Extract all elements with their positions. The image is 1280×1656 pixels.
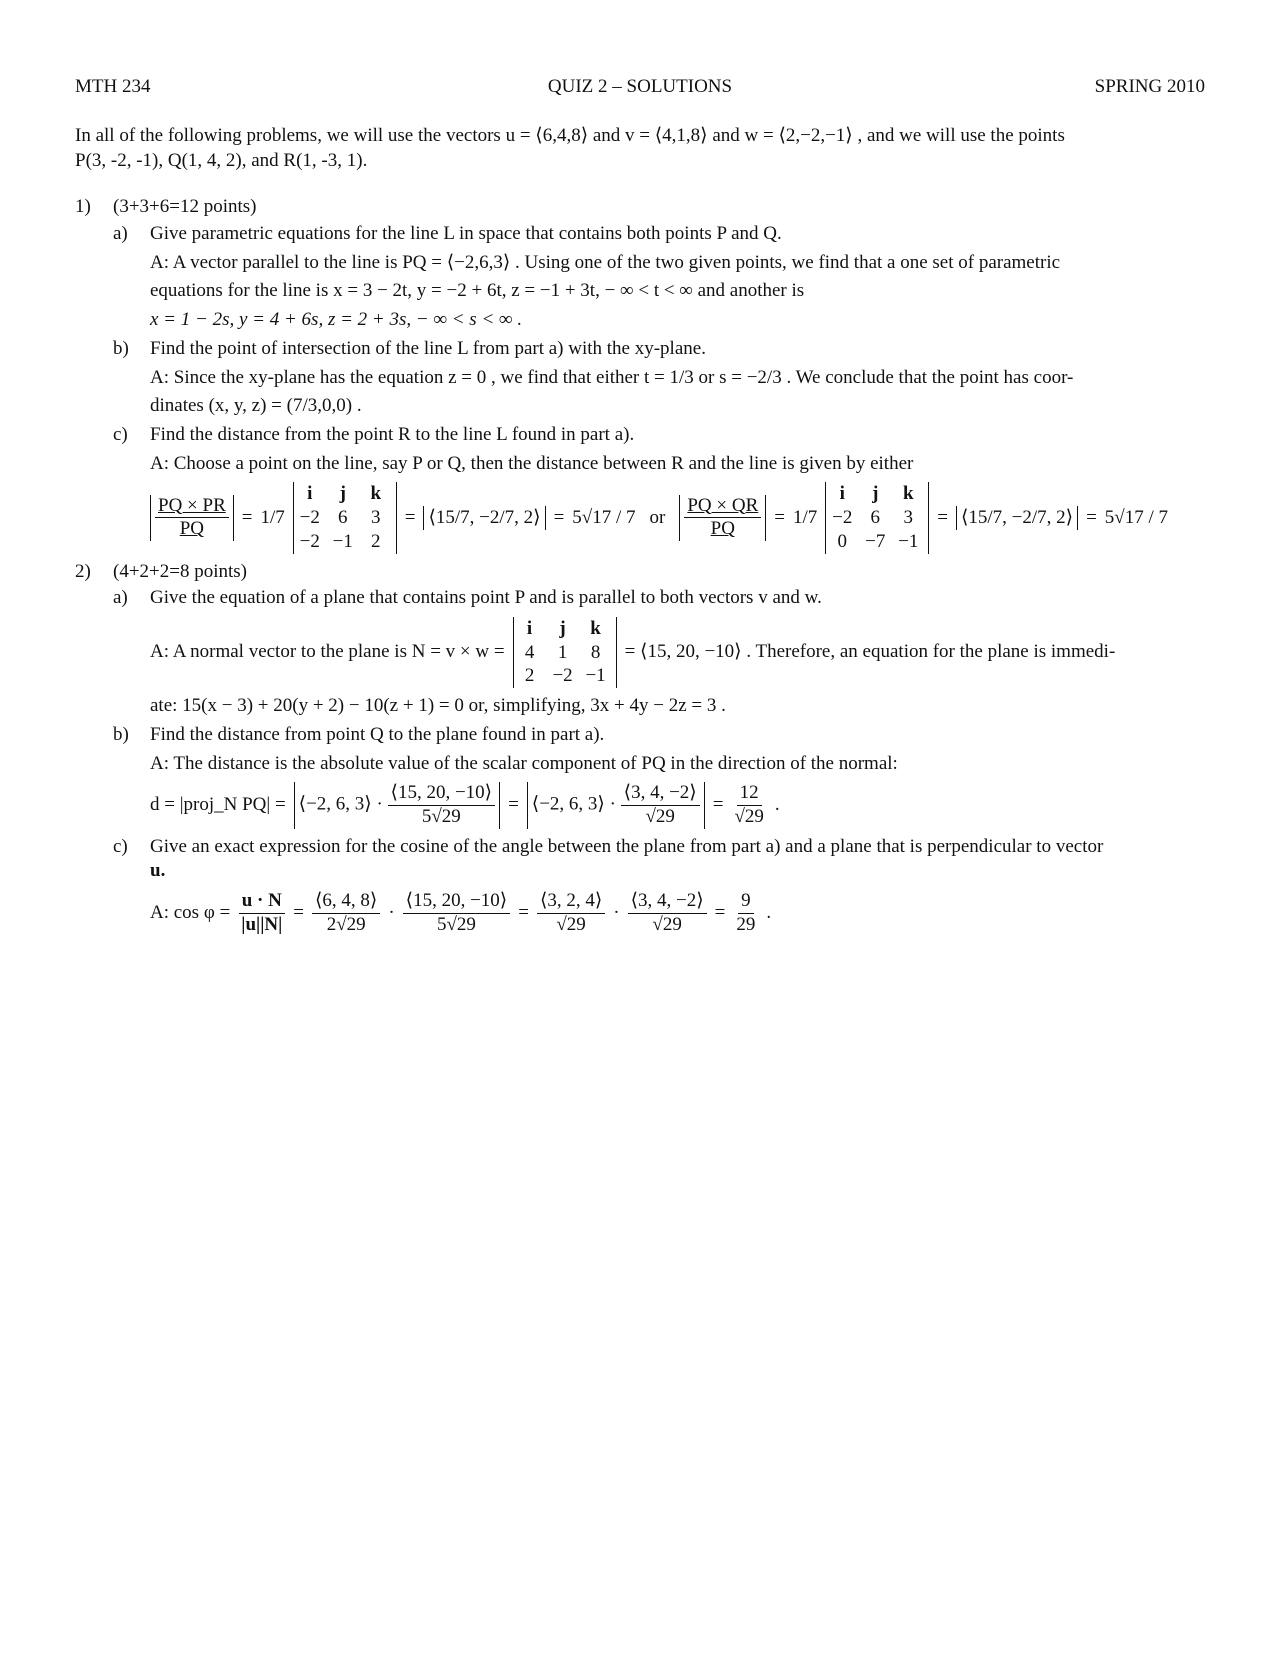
page-header — [75, 75, 1205, 101]
problem-2c — [75, 835, 1205, 937]
part-label: b) — [113, 337, 129, 359]
answer-line: A: The distance is the absolute value of the scalar component of PQ in the direction of the normal: — [150, 752, 898, 774]
unit-normal-fraction: $\frac{⟨3, 4, -2⟩}{√29}$ — [621, 782, 700, 829]
intro-line-2: P(3, -2, -1), Q(1, 4, 2), and R(1, -3, 1). — [75, 149, 368, 171]
answer-text: A: A normal vector to the plane is N = v × w = — [150, 641, 505, 663]
question-text: Give the equation of a plane that contains point P and is parallel to both vectors v and w. — [150, 587, 822, 609]
problem-2b — [75, 723, 1205, 829]
answer-line: dinates (x, y, z) = (7/3,0,0) . — [150, 395, 362, 417]
answer-line: A: Choose a point on the line, say P or Q, then the distance between R and the line is given by either — [150, 452, 914, 474]
fraction: $\frac{⟨15, 20, -10⟩}{5√29}$ — [403, 890, 511, 937]
part-label: c) — [113, 835, 128, 857]
problem-2-number: 2) — [75, 560, 91, 582]
distance-result: $\frac{12}{√29}$ — [734, 782, 764, 827]
answer-block — [150, 366, 1205, 419]
distance-result: 5√17 / 7 — [1104, 506, 1169, 528]
fraction-denominator: PQ — [179, 518, 205, 540]
part-label: a) — [113, 587, 128, 609]
plane-distance-formula: d = |proj_N PQ| = ⟨−2, 6, 3⟩ · $\frac{⟨15, 20, -10⟩}{5√29}$ = ⟨−2, 6, 3⟩ · $\frac{⟨3, 4, -2⟩}{√29}$ = $\frac{12}{√29}$ . — [150, 782, 780, 827]
question-text: Find the distance from point Q to the plane found in part a). — [150, 723, 605, 745]
scalar-factor: 1/7 — [792, 506, 818, 528]
vector-norm: ⟨15/7, −2/7, 2⟩ — [956, 506, 1078, 531]
cross-product-determinant: i j k −2 6 3 −2 −1 2 — [293, 482, 397, 553]
problem-2-title — [75, 560, 1205, 585]
formula-lhs: d = |proj_N PQ| = — [150, 794, 286, 816]
answer-line: ate: 15(x − 3) + 20(y + 2) − 10(z + 1) = 0 or, simplifying, 3x + 4y − 2z = 3 . — [150, 695, 726, 717]
problem-1a — [75, 222, 1205, 333]
cosine-result: $\frac{9}{29}$ — [736, 890, 756, 935]
question-text: Find the point of intersection of the line L from part a) with the xy-plane. — [150, 337, 706, 359]
distance-formula: $\frac{PQ \times PR}{PQ}$ = 1/7 i j k −2 6 3 −2 −1 2 = ⟨15/7, −2/7, 2⟩ = 5√17 / 7 or $\frac{PQ \times QR}{PQ}$ = 1/7 i j k −2 6 3 0 −7 −1 = ⟨15/7, −2/7, 2⟩ = 5√17 / 7 — [150, 482, 1205, 553]
or-connector: or — [649, 506, 666, 528]
cross-over-norm-fraction — [684, 495, 761, 542]
norm-bars — [679, 495, 766, 542]
vector-norm: ⟨15/7, −2/7, 2⟩ — [423, 506, 545, 531]
intro-paragraph — [75, 124, 1205, 173]
answer-block — [150, 251, 1205, 333]
fraction: $\frac{⟨3, 2, 4⟩}{√29}$ — [537, 890, 605, 937]
absolute-value: ⟨−2, 6, 3⟩ · $\frac{⟨3, 4, -2⟩}{√29}$ — [527, 782, 705, 829]
intro-line-1: In all of the following problems, we will use the vectors u = ⟨6,4,8⟩ and v = ⟨4,1,8⟩ and w = ⟨2,−2,−1⟩ , and we will use the points — [75, 125, 1065, 146]
question-text: Give parametric equations for the line L in space that contains both points P and Q. — [150, 223, 782, 245]
absolute-value: ⟨−2, 6, 3⟩ · $\frac{⟨15, 20, -10⟩}{5√29}$ — [294, 782, 500, 829]
answer-line: equations for the line is x = 3 − 2t, y = −2 + 6t, z = −1 + 3t, − ∞ < t < ∞ and another is — [150, 280, 805, 302]
fraction: $\frac{⟨6, 4, 8⟩}{2√29}$ — [312, 890, 380, 937]
unit-normal-fraction: $\frac{⟨15, 20, -10⟩}{5√29}$ — [388, 782, 496, 829]
problem-1-title — [75, 195, 1205, 220]
answer-line: A: Since the xy-plane has the equation z = 0 , we find that either t = 1/3 or s = −2/3 . We conclude that the point has coor- — [150, 366, 1074, 388]
part-label: b) — [113, 723, 129, 745]
cosine-formula: A: cos φ = $\frac{u \cdot N}{|u||N|}$ = $\frac{⟨6, 4, 8⟩}{2√29}$ · $\frac{⟨15, 20, -10⟩}{5√29}$ = $\frac{⟨3, 2, 4⟩}{√29}$ · $\frac{⟨3, 4, -2⟩}{√29}$ = $\frac{9}{29}$ . — [150, 890, 772, 935]
cross-product-determinant: i j k 4 1 8 2 −2 −1 — [513, 617, 617, 688]
fraction: $\frac{u \cdot N}{|u||N|}$ — [238, 890, 285, 937]
term-label: SPRING 2010 — [1094, 76, 1205, 97]
document-body — [75, 124, 1205, 943]
problem-2-points: (4+2+2=8 points) — [113, 560, 248, 582]
problem-1-points: (3+3+6=12 points) — [113, 196, 257, 218]
answer-line: A: A vector parallel to the line is PQ = ⟨−2,6,3⟩ . Using one of the two given points, we find that a one set of parametric — [150, 251, 1061, 273]
answer-text: = ⟨15, 20, −10⟩ . Therefore, an equation for the plane is immedi- — [624, 641, 1116, 663]
problem-1-number: 1) — [75, 196, 91, 218]
problem-2 — [75, 560, 1205, 937]
problem-2a — [75, 586, 1205, 719]
fraction-numerator: PQ × PR — [155, 495, 229, 519]
distance-result: 5√17 / 7 — [572, 506, 636, 528]
normal-vector-line — [150, 617, 1205, 688]
problem-1c — [75, 423, 1205, 554]
cross-product-determinant: i j k −2 6 3 0 −7 −1 — [825, 482, 929, 553]
scalar-factor: 1/7 — [260, 506, 285, 528]
cross-over-norm-fraction — [155, 495, 229, 542]
formula-lhs: A: cos φ = — [150, 902, 231, 924]
fraction-numerator: PQ × QR — [684, 495, 761, 519]
part-label: a) — [113, 223, 128, 245]
fraction: $\frac{⟨3, 4, -2⟩}{√29}$ — [628, 890, 707, 937]
question-text: u. — [150, 860, 166, 882]
fraction-denominator: PQ — [710, 518, 735, 540]
problem-1 — [75, 195, 1205, 553]
quiz-title: QUIZ 2 – SOLUTIONS — [547, 76, 733, 97]
problem-1b — [75, 337, 1205, 419]
answer-line: x = 1 − 2s, y = 4 + 6s, z = 2 + 3s, − ∞ < s < ∞ . — [150, 309, 523, 331]
norm-bars — [150, 495, 234, 542]
question-text: Give an exact expression for the cosine of the angle between the plane from part a) and a plane that is perpendicular to vector — [150, 835, 1104, 857]
part-label: c) — [113, 423, 128, 445]
question-text: Find the distance from the point R to the line L found in part a). — [150, 423, 635, 445]
course-code: MTH 234 — [75, 76, 151, 97]
